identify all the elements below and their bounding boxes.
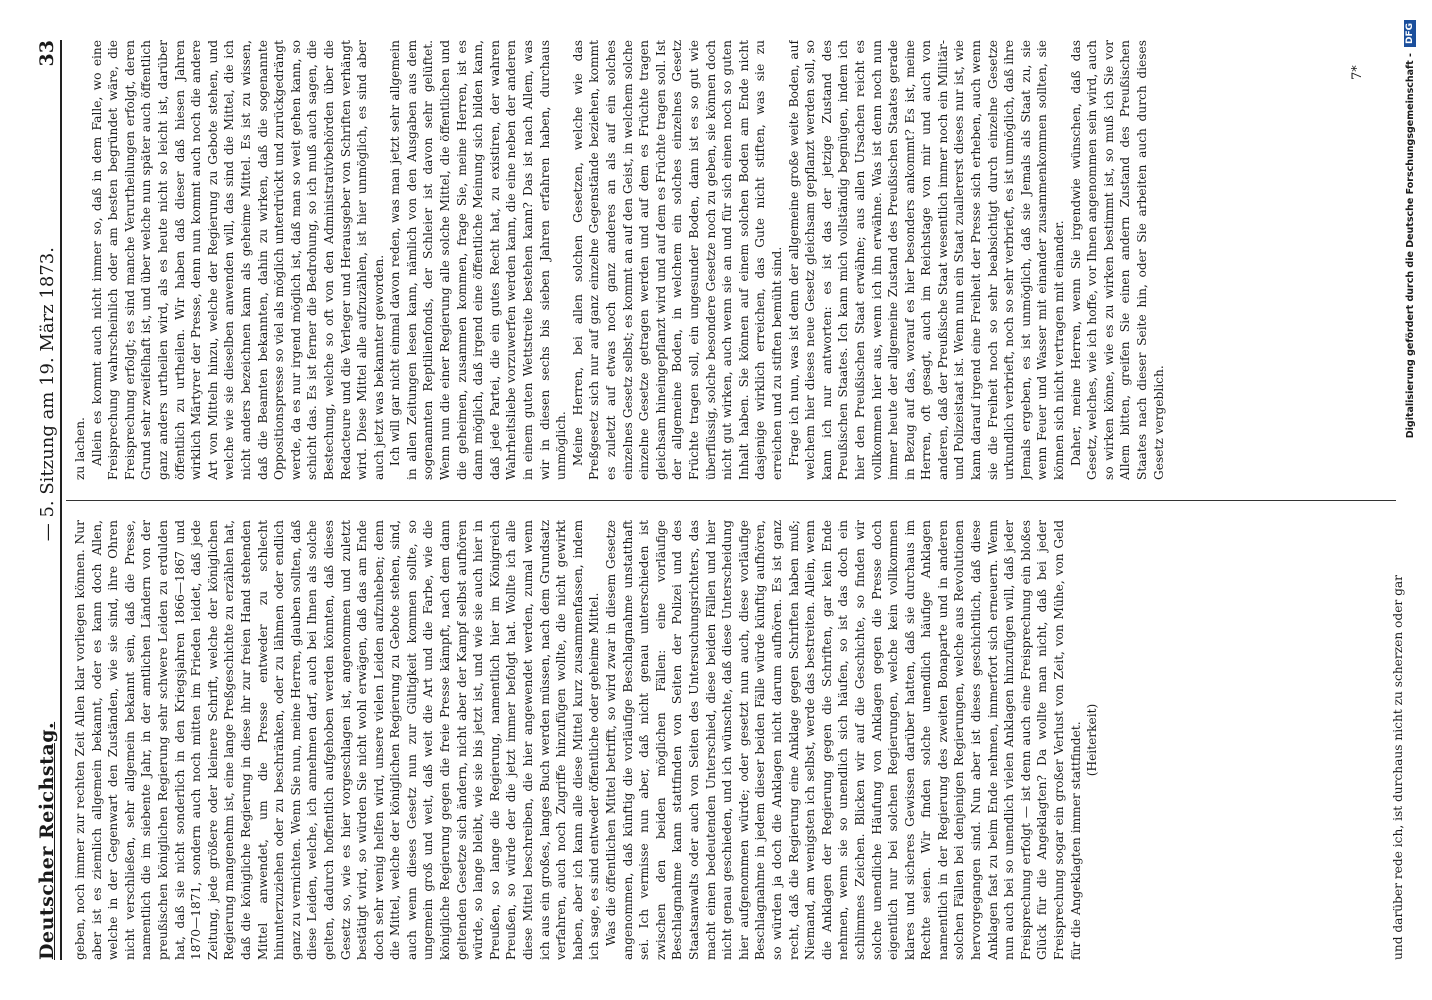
- continuation-line: und darüber rede ich, ist durchaus nicht zu scherzen oder gar: [1391, 574, 1405, 960]
- paragraph: Frage ich nun, was ist denn der allgemeine große weite Boden, auf welchem hier dieses neue Gesetz gleichsam gepflanzt werden soll, so kann ich nur antworten: es ist das der jetzige Zustand des Preußischen Staates. Ich kann mich vollständig begnügen, indem ich hier den Preußischen Staat erwähne; aus allen Ursachen reicht es vollkommen hier aus, wenn ich ihn erwähne. Was ist denn noch nun immer heute der allgemeine Zustand des Preußischen Staates gerade in Bezug auf das, worauf es hier besonders ankommt? Es ist, meine Herren, oft gesagt, auch im Reichstage von mir und auch von anderen, daß der Preußische Staat wesentlich immer noch ein Militär- und Polizeistaat ist. Wenn nun ein Staat zuallererst dieses nur ist, wie kann darauf irgend eine Freiheit der Presse sich erheben, auch wenn sie die Freiheit noch so sehr beabsichtigt durch einzelne Gesetze urkundlich verbrieft, noch so sehr verbrieft, es ist unmöglich, daß ihre Jemals ergeben, es ist unmöglich, daß sie Jemals als Staat zu, sie wenn Feuer und Wasser mit einander zusammenkommen sollten, sie können sich nicht vertragen mit einander.: [786, 40, 1067, 480]
- paragraph: Was die öffentlichen Mittel betrifft, so wird zwar in diesem Gesetze angenommen, daß künftig die vorläufige Beschlagnahme unstatthaft sei. Ich vermisse nun aber, daß nicht genau unterschieden ist zwischen den beiden möglichen Fällen: eine vorläufige Beschlagnahme kann stattfinden von Seiten der Polizei und des Staatsanwalts oder auch von Seiten des Untersuchungsrichters, das macht einen bedeutenden Unterschied, diese beiden Fällen und hier nicht genau geschieden, und ich wünschte, daß diese Unterscheidung hier aufgenommen würde; oder gesetzt nun auch, diese vorläufige Beschlagnahme in jedem dieser beiden Fälle würde künftig aufhören, so würden ja doch die Anklagen nicht darum aufhören. Es ist ganz recht, daß die Regierung eine Anklage gegen Schriften haben muß; Niemand, am wenigsten ich selbst, werde das bestreiten. Allein, wenn die Anklagen der Regierung gegen die Schriften, gar kein Ende nehmen, wenn sie so unendlich sich häufen, so ist das doch ein schlimmes Zeichen. Blicken wir auf die Geschichte, so finden wir solche unendliche Häufung von Anklagen gegen die Presse doch eigentlich nur bei solchen Regierungen, welche kein vollkommen klares und sicheres Gewissen darüber hatten, daß sie durchaus im Rechte seien. Wir finden solche unendlich häufige Anklagen namentlich in der Regierung des zweiten Bonaparte und in anderen solchen Fällen bei denjenigen Regierungen, welche aus Revolutionen hervorgegangen sind. Nun aber ist dieses geschichtlich, daß diese Anklagen fast zu beim Ende nehmen, immerfort sich erneuern. Wenn nun auch bei so unendlich vielen Anklagen hinzufügen will, daß jeder Freisprechung erfolgt — ist denn auch eine Freisprechung ein bloßes Glück für die Angeklagten? Da wollte man nicht, daß bei jeder Freisprechung sogar ein großer Verlust von Zeit, von Mühe, von Geld für die Angeklagten immer stattfindet.: [604, 520, 1083, 960]
- paragraph: Meine Herren, bei allen solchen Gesetzen, welche wie das Preßgesetz sich nur auf ganz einzelne Gegenstände beziehen, kommt es zuletzt auf etwas noch ganz anderes an als auf ein solches einzelnes Gesetz selbst; es kommt an auf den Geist, in welchem solche einzelne Gesetze getragen werden und auf dem es Früchte tragen gleichsam hineingepflanzt wird und auf dem es Früchte tragen soll. Ist der allgemeine Boden, in welchem ein solches einzelnes Gesetz Früchte tragen soll, ein ungesunder Boden, dann ist es so gut wie überflüssig, solche besondere Gesetze noch zu geben, sie können doch nicht gut wirken, auch wenn sie an und für sich einen noch so guten Inhalt haben. Sie können auf einem solchen Boden am Ende nicht dasjenige wirklich erreichen, das Gute nicht stiften, was sie zu erreichen und zu stiften bemüht sind.: [570, 40, 784, 480]
- dfg-stamp: [1404, 20, 1416, 480]
- paragraph: Allein es kommt auch nicht immer so, daß in dem Falle, wo eine Freisprechung wahrscheinlich oder am besten begründet wäre, die Freisprechung erfolgt; es sind manche Verurtheilungen erfolgt, deren Grund sehr zweifelhaft ist, und über welche nun später auch öffentlich ganz anders urtheilen wird, als es heute nicht so leicht ist, darüber öffentlich zu urtheilen. Wir haben daß dieser daß hiesen Jahren wirklich Märtyrer der Presse, denn nun kommt auch noch die andere Art von Mitteln hinzu, welche der Regierung zu Gebote stehen, und welche wie sie dieselben anwenden will, das sind die Mittel, die ich nicht anders bezeichnen kann als geheime Mittel. Es ist zu wissen, daß die Beamten bekannten, dahin zu wirken, daß die sogenannte Oppositionspresse so viel als möglich unterdrückt und zurückgedrängt werde, da es nur irgend möglich ist, daß man so weit gehen kann, so schicht das. Es ist ferner die Bedrohung, so ich muß auch sagen, die Bestechung, welche so oft von den Administrativbehörden über die Redacteure und die Verleger und Herausgeber von Schriften verhängt wird. Diese Mittel alle aufzuzählen, ist hier unmöglich, es sind aber auch jetzt was bekannter geworden.: [89, 40, 386, 480]
- paragraph: Ich will gar nicht einmal davon reden, was man jetzt sehr allgemein in allen Zeitungen lesen kann, nämlich von den Ausgaben aus dem sogenannten Reptilienfonds, der Schleier ist davon sehr gelüftet. Wenn nun die einer Regierung alle solche Mittel, die öffentlichen und die geheimen, zusammen kommen, frage Sie, meine Herren, ist es dann möglich, daß irgend eine öffentliche Meinung sich bilden kann, daß jede Partei, die ein gutes Recht hat, zu existiren, der wahren Wahrheitsliebe vorzuwerfen werden kann, die eine neben der anderen in einem guten Wettstreite bestehen kann? Das ist nach Allem, was wir in diesen sechs bis sieben Jahren erfahren haben, durchaus unmöglich.: [388, 40, 569, 480]
- header-rule: [60, 40, 62, 960]
- right-column: [72, 40, 1352, 480]
- left-column: [72, 520, 1372, 960]
- signature-mark: 7*: [1350, 65, 1365, 80]
- page-header: [14, 40, 58, 960]
- dfg-stamp-text: Digitalisierung gefördert durch die Deutsche Forschungsgemeinschaft -: [1404, 53, 1416, 439]
- dfg-logo: DFG: [1404, 20, 1416, 47]
- column-divider: [66, 500, 1396, 501]
- session-heading: — 5. Sitzung am 19. März 1873.: [37, 247, 58, 542]
- paragraph: Daher, meine Herren, wenn Sie irgendwie wünschen, daß das Gesetz, welches, wie ich hoffe, vor Ihnen angenommen sein wird, auch so wirken könne, wie es zu wirken bestimmt ist, so muß ich Sie vor Allem bitten, greifen Sie einen andern Zustand des Preußischen Staates nach dieser Seite hin, oder Sie arbeiten auch durch dieses Gesetz vergeblich.: [1068, 40, 1166, 480]
- laughter-note: (Heiterkeit): [1085, 703, 1100, 777]
- paragraph: geben, noch immer zur rechten Zeit Allen klar vorliegen können. Nur aber ist es ziemlich allgemein bekannt, oder es kann doch Allen, welche in der Gegenwart den Zuständen, wie sie sind, ihre Ohren nicht verschließen, sehr allgemein bekannt sein, daß die Presse, namentlich die im siebente Jahr, in der amtlichen Ländern von der preußischen königlichen Regierung sehr schwere Leiden zu erdulden hat, daß sie nicht sonderlich in den Kriegsjahren 1866—1867 und 1870—1871, sondern auch noch mitten im Frieden leidet, daß jede Zeitung, jede größere oder kleinere Schrift, welche der königlichen Regierung mangenehm ist, eine lange Preßgeschichte zu erzählen hat, daß die königliche Regierung in diese ihr zur freien Hand stehenden Mittel anwendet, um die Presse entweder zu schlecht hinunterzuziehen oder zu beschränken, oder zu lähmen oder endlich ganz zu vernichten. Wenn Sie nun, meine Herren, glauben sollten, daß diese Leiden, welche, ich annehmen darf, auch bei Ihnen als solche gelten, dadurch hoffentlich aufgehoben werden könnten, daß dieses Gesetz so, wie es hier vorgeschlagen ist, angenommen und zuletzt bestätigt wird, so würden Sie nicht wohl erwägen, daß das am Ende doch sehr wenig helfen wird, unsere vielen Leiden aufzuheben; denn die Mittel, welche der königlichen Regierung zu Gebote stehen, sind, auch wenn dieses Gesetz nun zur Gültigkeit kommen sollte, so ungemein groß und weit, daß weit die Art und die Farbe, wie die königliche Regierung gegen die freie Presse kämpft, nach dem dann geltenden Gesetze sich ändern, nicht aber der Kampf selbst aufhören würde, so lange bleibt, wie sie bis jetzt ist, und wie sie auch hier in Preußen, so lange die Regierung, namentlich hier im Königreich Preußen, so würde der die jetzt immer befolgt hat. Wollte ich alle diese Mittel beschreiben, die hier angewendet werden, zumal wenn ich aus ein großes, langes Buch werden müssen, nach dem Grundsatz verfahren, auch noch Zugriffe hinzufügen wollte, die nicht gewirkt haben, aber ich kann alle diese Mittel kurz zusammenfassen, indem ich sage, es sind entweder öffentliche oder geheime Mittel.: [73, 520, 602, 960]
- newspaper-title: Deutscher Reichstag.: [36, 721, 58, 960]
- page-number: 33: [36, 40, 58, 67]
- paragraph: zu lachen.: [73, 417, 87, 480]
